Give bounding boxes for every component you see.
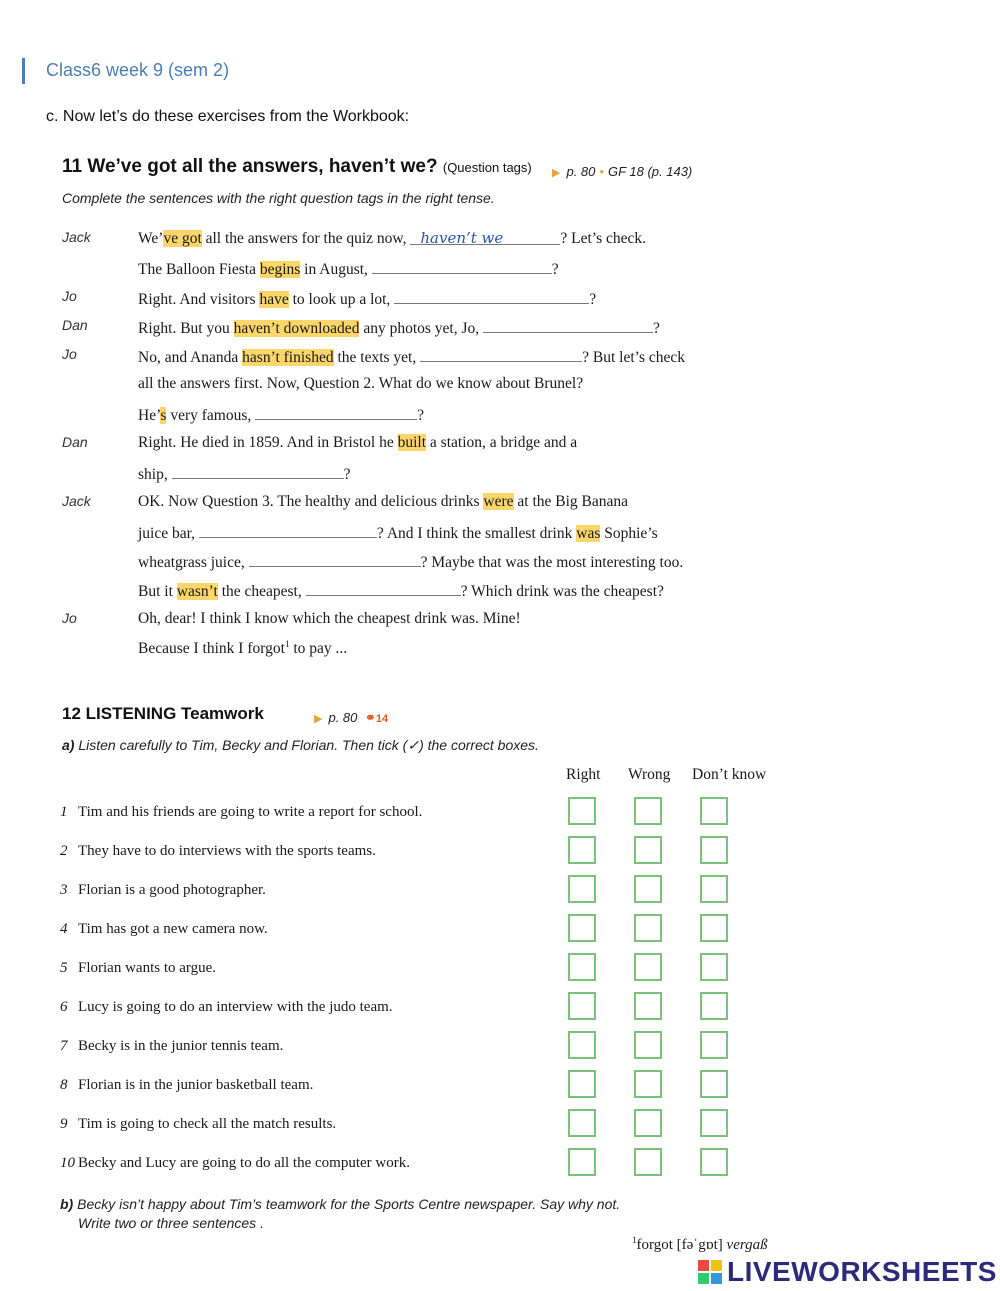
statement-item bbox=[60, 1116, 336, 1133]
checkbox-right[interactable] bbox=[568, 992, 596, 1020]
statement-text: Tim has got a new camera now. bbox=[78, 921, 268, 937]
dialogue-line: But it wasn’t the cheapest, ? Which drink was the cheapest? bbox=[138, 580, 664, 601]
speaker-label: Jo bbox=[62, 346, 77, 362]
checkbox-dont-know[interactable] bbox=[700, 836, 728, 864]
logo-square bbox=[711, 1273, 722, 1284]
statement-text: Tim and his friends are going to write a report for school. bbox=[78, 804, 423, 820]
statement-item bbox=[60, 999, 393, 1016]
exercise-11-heading: 11 We’ve got all the answers, haven’t we? bbox=[62, 156, 438, 177]
statement-text: Becky is in the junior tennis team. bbox=[78, 1038, 284, 1054]
logo-square bbox=[711, 1260, 722, 1271]
statement-number: 2 bbox=[60, 843, 68, 859]
ref-arrow-icon: ▶ bbox=[552, 167, 561, 179]
logo-icon bbox=[698, 1260, 722, 1284]
track-number: 14 bbox=[375, 713, 389, 725]
logo-square bbox=[698, 1273, 709, 1284]
statement-item bbox=[60, 1038, 283, 1055]
statement-item bbox=[60, 1077, 313, 1094]
dialogue-line: juice bar, ? And I think the smallest drink was Sophie’s bbox=[138, 522, 658, 543]
checkbox-right[interactable] bbox=[568, 914, 596, 942]
intro-text: c. Now let’s do these exercises from the Workbook: bbox=[46, 108, 410, 125]
statement-number: 4 bbox=[60, 921, 68, 937]
checkbox-wrong[interactable] bbox=[634, 1031, 662, 1059]
headphones-icon: ⚭ bbox=[365, 710, 376, 725]
answer-blank[interactable] bbox=[372, 258, 552, 274]
liveworksheets-logo: LIVEWORKSHEETS bbox=[698, 1256, 997, 1288]
dialogue-line: wheatgrass juice, ? Maybe that was the most interesting too. bbox=[138, 551, 683, 572]
dialogue-line: Right. And visitors have to look up a lot, ? bbox=[138, 288, 596, 309]
dialogue-line: No, and Ananda hasn’t finished the texts yet, ? But let’s check bbox=[138, 346, 685, 367]
statement-number: 10 bbox=[60, 1155, 75, 1171]
checkbox-right[interactable] bbox=[568, 797, 596, 825]
statement-text: Florian wants to argue. bbox=[78, 960, 217, 976]
checkbox-dont-know[interactable] bbox=[700, 953, 728, 981]
answer-blank[interactable] bbox=[249, 551, 421, 567]
checkbox-right[interactable] bbox=[568, 1031, 596, 1059]
statement-text: They have to do interviews with the sports teams. bbox=[78, 843, 376, 859]
exercise-11-subtitle: (Question tags) bbox=[442, 160, 532, 175]
speaker-label: Dan bbox=[62, 317, 88, 333]
statement-number: 5 bbox=[60, 960, 68, 976]
speaker-label: Dan bbox=[62, 434, 88, 450]
answer-blank[interactable] bbox=[306, 580, 461, 596]
answer-blank[interactable] bbox=[199, 522, 377, 538]
speaker-label: Jack bbox=[62, 493, 91, 509]
answer-blank[interactable] bbox=[410, 229, 560, 245]
statement-number: 6 bbox=[60, 999, 68, 1015]
exercise-12-instruction: a) Listen carefully to Tim, Becky and Florian. Then tick (✓) the correct boxes. bbox=[62, 737, 539, 753]
statement-item bbox=[60, 882, 266, 899]
checkbox-right[interactable] bbox=[568, 1070, 596, 1098]
footnote: $^1$forgot [fəˈgɒt] vergaß bbox=[632, 1235, 768, 1253]
statement-text: Florian is a good photographer. bbox=[78, 882, 266, 898]
exercise-12-title: 12 LISTENING Teamwork bbox=[62, 704, 264, 723]
statement-number: 7 bbox=[60, 1038, 68, 1054]
checkbox-dont-know[interactable] bbox=[700, 1031, 728, 1059]
checkbox-right[interactable] bbox=[568, 953, 596, 981]
dialogue-line: Because I think I forgot$^1$ to pay ... bbox=[138, 639, 348, 658]
statement-item bbox=[60, 843, 376, 860]
checkbox-dont-know[interactable] bbox=[700, 1070, 728, 1098]
statement-item bbox=[60, 921, 268, 938]
answer-blank[interactable] bbox=[394, 288, 589, 304]
header-accent-bar bbox=[22, 58, 25, 84]
checkbox-wrong[interactable] bbox=[634, 1148, 662, 1176]
checkbox-wrong[interactable] bbox=[634, 1070, 662, 1098]
checkbox-dont-know[interactable] bbox=[700, 1148, 728, 1176]
dialogue-line: The Balloon Fiesta begins in August, ? bbox=[138, 258, 559, 279]
checkbox-wrong[interactable] bbox=[634, 875, 662, 903]
statement-number: 9 bbox=[60, 1116, 68, 1132]
dialogue-line: all the answers first. Now, Question 2. What do we know about Brunel? bbox=[138, 375, 584, 392]
checkbox-right[interactable] bbox=[568, 1109, 596, 1137]
handwritten-answer: haven’t we bbox=[420, 229, 504, 247]
checkbox-wrong[interactable] bbox=[634, 836, 662, 864]
checkbox-wrong[interactable] bbox=[634, 797, 662, 825]
dialogue-line: OK. Now Question 3. The healthy and delicious drinks were at the Big Banana bbox=[138, 493, 629, 510]
speaker-label: Jo bbox=[62, 610, 77, 626]
column-right: Right bbox=[566, 766, 601, 783]
exercise-12-ref: ▶ p. 80 ⚭14 bbox=[314, 710, 389, 725]
checkbox-right[interactable] bbox=[568, 875, 596, 903]
statement-text: Lucy is going to do an interview with the judo team. bbox=[78, 999, 393, 1015]
statement-text: Tim is going to check all the match results. bbox=[78, 1116, 337, 1132]
statement-item bbox=[60, 960, 216, 977]
dialogue-line: He’s very famous, ? bbox=[138, 404, 424, 425]
statement-text: Florian is in the junior basketball team. bbox=[78, 1077, 314, 1093]
speaker-label: Jack bbox=[62, 229, 91, 245]
logo-square bbox=[698, 1260, 709, 1271]
checkbox-wrong[interactable] bbox=[634, 953, 662, 981]
dialogue-line: Right. He died in 1859. And in Bristol he built a station, a bridge and a bbox=[138, 434, 578, 451]
answer-blank[interactable] bbox=[255, 404, 417, 420]
statement-item bbox=[60, 804, 422, 821]
statement-number: 3 bbox=[60, 882, 68, 898]
dialogue-line: Oh, dear! I think I know which the cheapest drink was. Mine! bbox=[138, 610, 521, 627]
statement-number: 1 bbox=[60, 804, 68, 820]
answer-blank[interactable] bbox=[420, 346, 582, 362]
dialogue-line: Right. But you haven’t downloaded any photos yet, Jo, ? bbox=[138, 317, 660, 338]
statement-text: Becky and Lucy are going to do all the computer work. bbox=[78, 1155, 410, 1171]
exercise-11-instruction: Complete the sentences with the right question tags in the right tense. bbox=[62, 190, 495, 206]
speaker-label: Jo bbox=[62, 288, 77, 304]
checkbox-dont-know[interactable] bbox=[700, 1109, 728, 1137]
checkbox-dont-know[interactable] bbox=[700, 875, 728, 903]
statement-number: 8 bbox=[60, 1077, 68, 1093]
ref-arrow-icon: ▶ bbox=[314, 713, 323, 725]
exercise-11-ref: ▶ p. 80 • GF 18 (p. 143) bbox=[552, 164, 693, 179]
dialogue-line: ship, ? bbox=[138, 463, 350, 484]
checkbox-right[interactable] bbox=[568, 836, 596, 864]
checkbox-right[interactable] bbox=[568, 1148, 596, 1176]
checkbox-wrong[interactable] bbox=[634, 914, 662, 942]
checkbox-dont-know[interactable] bbox=[700, 797, 728, 825]
page-title: Class6 week 9 (sem 2) bbox=[46, 60, 230, 80]
answer-blank[interactable] bbox=[483, 317, 653, 333]
statement-item bbox=[60, 1155, 410, 1172]
checkbox-dont-know[interactable] bbox=[700, 992, 728, 1020]
dialogue-line: We’ve got all the answers for the quiz now, haven’t we ? Let’s check. bbox=[138, 229, 647, 247]
exercise-11-title bbox=[62, 156, 532, 178]
part-b-instruction: b) Becky isn’t happy about Tim’s teamwork for the Sports Centre newspaper. Say why not. Write two or three sentences . bbox=[60, 1196, 621, 1231]
checkbox-dont-know[interactable] bbox=[700, 914, 728, 942]
column-wrong: Wrong bbox=[628, 766, 671, 783]
checkbox-wrong[interactable] bbox=[634, 992, 662, 1020]
answer-blank[interactable] bbox=[172, 463, 344, 479]
column-dont-know: Don’t know bbox=[692, 766, 767, 783]
checkbox-wrong[interactable] bbox=[634, 1109, 662, 1137]
